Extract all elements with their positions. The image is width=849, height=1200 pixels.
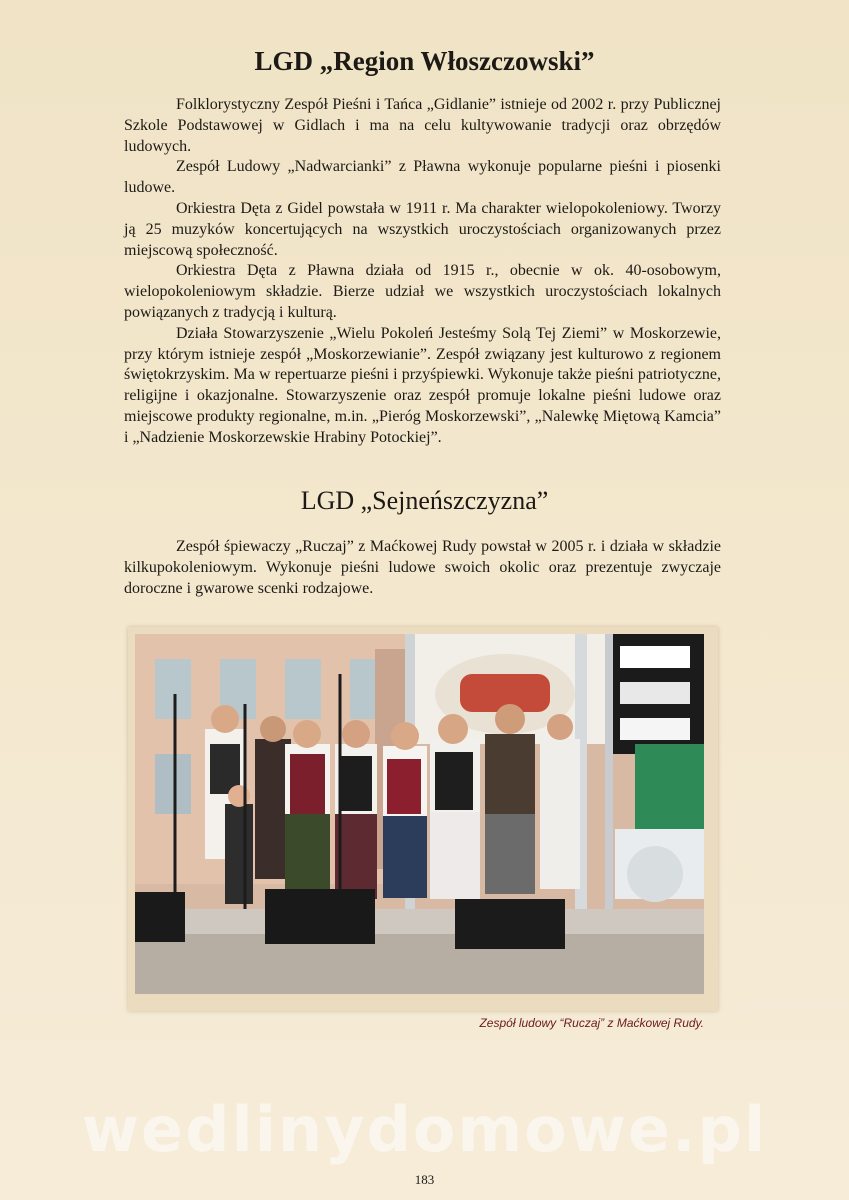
paragraph-moskorzewianie: Działa Stowarzyszenie „Wielu Pokoleń Jesteśmy Solą Tej Ziemi” w Moskorzewie, przy którym istnieje zespół „Moskorzewianie”. Zespół związany jest kulturowo z regionem świętokrzyskim. Ma w repertuarze pieśni i przyśpiewki. Wykonuje także pieśni patriotyczne, religijne i okazjonalne. Stowarzyszenie oraz zespół promuje lokalne pieśni ludowe oraz miejscowe produkty regionalne, m.in. „Pieróg Moskorzewski”, „Nalewkę Miętową Kamcia” i „Nadzienie Moskorzewskie Hrabiny Potockiej”. (124, 324, 721, 446)
section-title-sejnenszczyzna: LGD „Sejneńszczyzna” (300, 486, 549, 515)
paragraph-ruczaj: Zespół śpiewaczy „Ruczaj” z Maćkowej Rudy powstał w 2005 r. i działa w składzie kilkupokoleniowym. Wykonuje pieśni ludowe swoich okolic oraz prezentuje zwyczaje doroczne i gwarowe scenki rodzajowe. (124, 538, 721, 597)
watermark: wedlinydomowe.pl (81, 1093, 768, 1166)
paragraph-nadwarcianki: Zespół Ludowy „Nadwarcianki” z Pławna wykonuje popularne pieśni i piosenki ludowe. (124, 158, 721, 197)
photo-frame (128, 627, 718, 1011)
paragraph-orkiestra-gidel: Orkiestra Dęta z Gidel powstała w 1911 r. Ma charakter wielopokoleniowy. Tworzy ją 25 muzyków koncertujących na wszystkich uroczystościach organizowanych przez miejscową społeczność. (124, 199, 721, 259)
paragraph-orkiestra-plawno: Orkiestra Dęta z Pławna działa od 1915 r., obecnie w ok. 40-osobowym, wielopokoleniowym składzie. Bierze udział we wszystkich uroczystościach lokalnych powiązanych z tradycją i kulturą. (124, 262, 721, 321)
folk-ensemble-photo (135, 634, 704, 994)
paragraph-gidlanie: Folklorystyczny Zespół Pieśni i Tańca „Gidlanie” istnieje od 2002 r. przy Publicznej Szkole Podstawowej w Gidlach i ma na celu kultywowanie tradycji oraz obrzędów ludowych. (124, 96, 721, 155)
section-body-region-wloszczowski (124, 95, 721, 449)
section-body-sejnenszczyzna (124, 537, 721, 599)
photo-caption: Zespół ludowy “Ruczaj” z Maćkowej Rudy. (479, 1016, 704, 1030)
section-title-region-wloszczowski: LGD „Region Włoszczowski” (254, 46, 595, 76)
page-number: 183 (414, 1172, 435, 1187)
